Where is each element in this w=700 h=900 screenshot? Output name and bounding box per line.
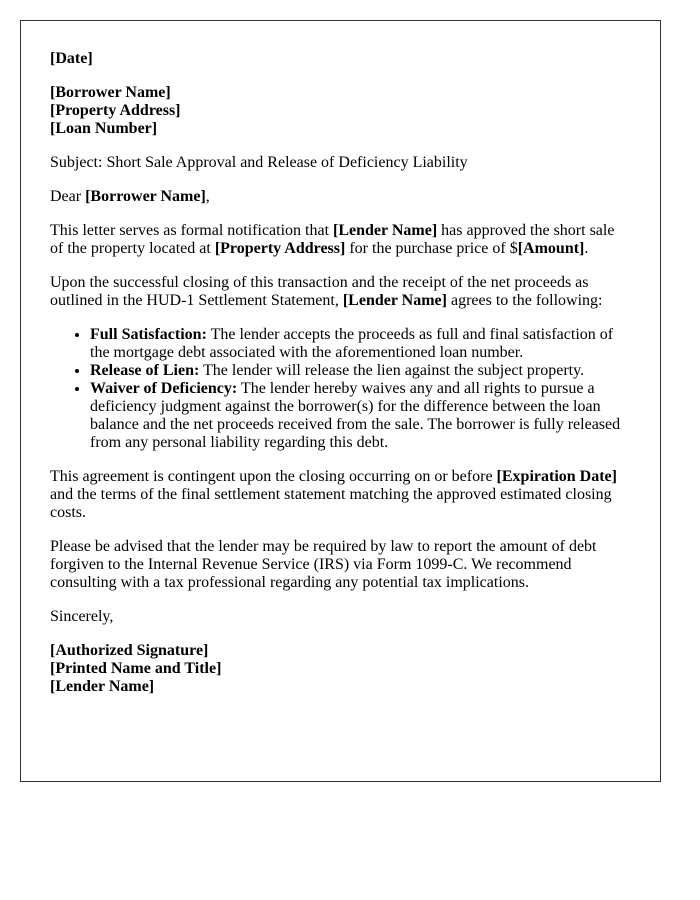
salutation xyxy=(50,188,630,206)
printed-name-title: [Printed Name and Title] xyxy=(50,660,222,677)
letter-document xyxy=(20,20,661,782)
approval-paragraph xyxy=(50,222,630,258)
conditions-paragraph xyxy=(50,274,630,310)
term-full-satisfaction xyxy=(90,326,630,362)
approval-text-1: This letter serves as formal notification that xyxy=(50,222,334,239)
tax-notice-paragraph: Please be advised that the lender may be required by law to report the amount of debt forgiven to the Internal Revenue Service (IRS) via Form 1099-C. We recommend consulting with a tax professional regarding any potential tax implications. xyxy=(50,538,597,591)
approval-amount: [Amount] xyxy=(517,240,585,257)
salutation-name: [Borrower Name] xyxy=(85,188,206,205)
term-title: Waiver of Deficiency: xyxy=(90,380,238,397)
letter-date: [Date] xyxy=(50,50,93,67)
letter-subject: Subject: Short Sale Approval and Release of Deficiency Liability xyxy=(50,154,468,171)
contingency-expiration-date: [Expiration Date] xyxy=(496,468,617,485)
contingency-paragraph xyxy=(50,468,630,522)
term-text: The lender accepts the proceeds as full and final satisfaction of the mortgage debt associated with the aforementioned loan number. xyxy=(90,326,614,361)
term-title: Release of Lien: xyxy=(90,362,200,379)
signature-lender-name: [Lender Name] xyxy=(50,678,155,695)
recipient-loan-number: [Loan Number] xyxy=(50,120,158,137)
approval-lender-name: [Lender Name] xyxy=(333,222,438,239)
conditions-text-2: agrees to the following: xyxy=(446,292,603,309)
recipient-borrower-name: [Borrower Name] xyxy=(50,84,171,101)
approval-property-address: [Property Address] xyxy=(214,240,346,257)
term-release-of-lien xyxy=(90,362,630,380)
term-text: The lender will release the lien against the subject property. xyxy=(199,362,585,379)
approval-text-2: has approved the short sale of the property located at xyxy=(50,222,615,257)
recipient-block xyxy=(50,84,630,138)
conditions-text-1: Upon the successful closing of this transaction and the receipt of the net proceeds as outlined in the HUD-1 Settlement Statement, xyxy=(50,274,589,309)
terms-list xyxy=(50,326,630,452)
term-text: The lender hereby waives any and all rights to pursue a deficiency judgment against the borrower(s) for the difference between the loan balance and the net proceeds received from the sale. The borrower is fully released from any personal liability regarding this debt. xyxy=(90,380,621,451)
salutation-suffix: , xyxy=(205,188,210,205)
contingency-text-1: This agreement is contingent upon the closing occurring on or before xyxy=(50,468,497,485)
term-title: Full Satisfaction: xyxy=(90,326,207,343)
signature-block xyxy=(50,642,630,696)
authorized-signature: [Authorized Signature] xyxy=(50,642,209,659)
recipient-property-address: [Property Address] xyxy=(50,102,181,119)
salutation-prefix: Dear xyxy=(50,188,86,205)
approval-text-3: for the purchase price of $ xyxy=(345,240,518,257)
term-waiver-of-deficiency xyxy=(90,380,630,452)
closing: Sincerely, xyxy=(50,608,114,625)
contingency-text-2: and the terms of the final settlement statement matching the approved estimated closing costs. xyxy=(50,486,612,521)
conditions-lender-name: [Lender Name] xyxy=(342,292,447,309)
approval-text-4: . xyxy=(584,240,589,257)
